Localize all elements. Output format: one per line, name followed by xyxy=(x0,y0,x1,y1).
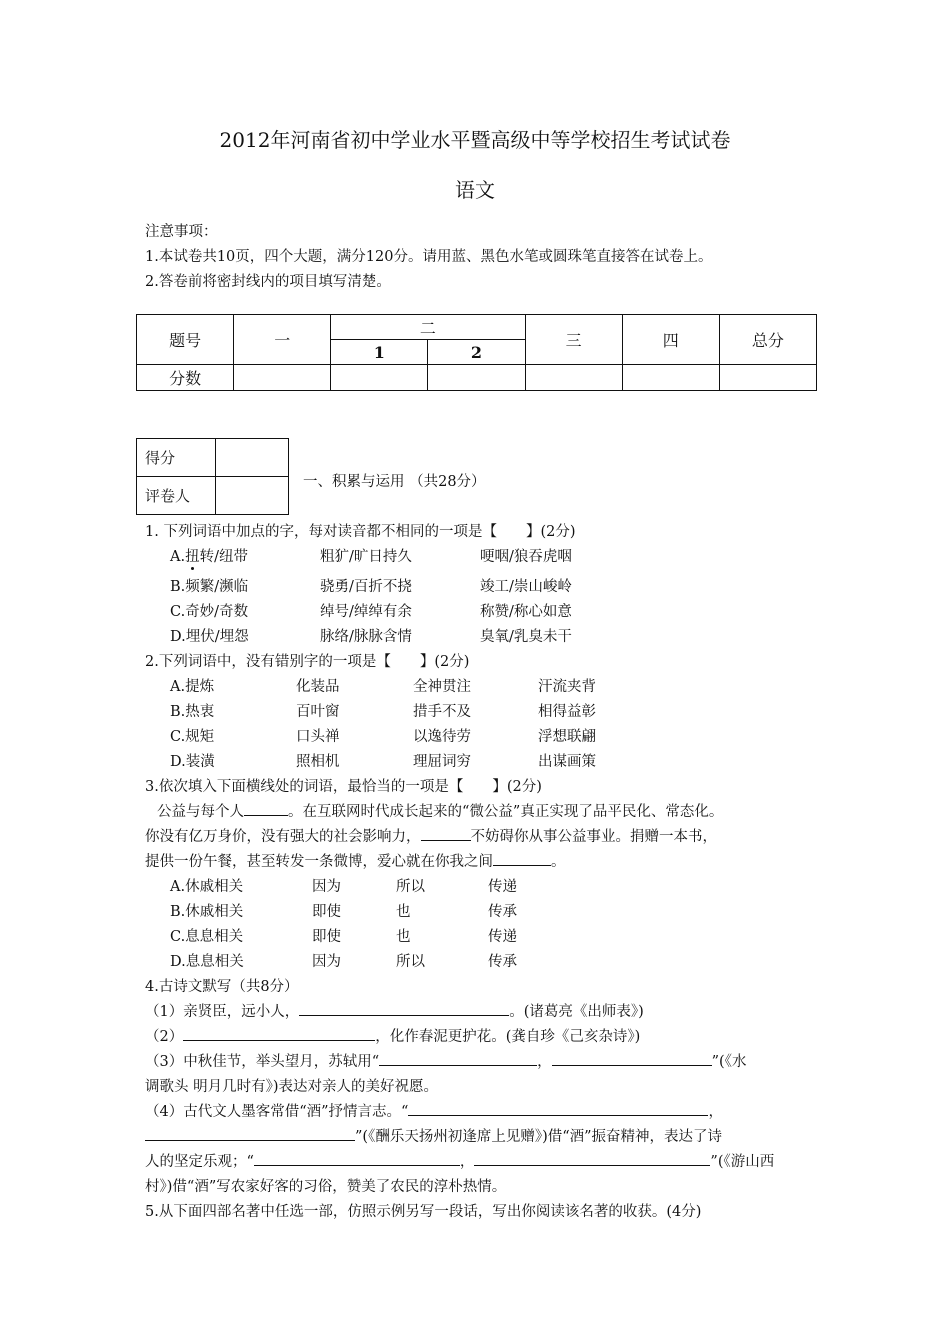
q3-stem: 3.依次填入下面横线处的词语，最恰当的一项是【 】(2分) xyxy=(145,779,542,795)
q1-b-word-3: 竣工/崇山峻岭 xyxy=(480,579,572,595)
q2-option-a-2: 化装品 xyxy=(296,679,340,695)
q2-option-a-1: A.提炼 xyxy=(170,679,215,695)
q3-option-c-1: C.息息相关 xyxy=(170,929,244,945)
answer-blank[interactable] xyxy=(183,1026,375,1041)
q4-line-1: （1）亲贤臣，远小人， 。(诸葛亮《出师表》) xyxy=(145,1000,644,1021)
q4-line-8: 村》)借“酒”写农家好客的习俗，赞美了农民的淳朴热情。 xyxy=(145,1179,507,1195)
q3-option-a-1: A.休戚相关 xyxy=(170,879,244,895)
q2-option-a-4: 汗流夹背 xyxy=(538,679,596,695)
answer-blank[interactable] xyxy=(421,826,471,841)
q3-option-c-3: 也 xyxy=(396,929,411,945)
q1-a-word-2: 粗犷/旷日持久 xyxy=(320,549,412,565)
q2-option-c-4: 浮想联翩 xyxy=(538,729,596,745)
q2-option-c-3: 以逸待劳 xyxy=(413,729,471,745)
score-cell[interactable] xyxy=(331,365,428,391)
answer-blank[interactable] xyxy=(254,1151,460,1166)
q1-option-c: C.奇妙/奇数 xyxy=(170,604,249,620)
q2-option-d-3: 理屈词穷 xyxy=(413,754,471,770)
q2-option-b-3: 措手不及 xyxy=(413,704,471,720)
score-col-total: 总分 xyxy=(719,315,816,365)
q2-option-b-4: 相得益彰 xyxy=(538,704,596,720)
score-cell[interactable] xyxy=(719,365,816,391)
q1-option-a: A.扭转/纽带 xyxy=(170,549,248,565)
q1-option-d: D.埋伏/埋怨 xyxy=(170,629,249,645)
q4-line-3: （3）中秋佳节，举头望月，苏轼用“ ， ”(《水 xyxy=(145,1050,746,1071)
q3-option-b-2: 即使 xyxy=(312,904,341,920)
notice-heading: 注意事项： xyxy=(145,224,218,240)
grader-score-label: 得分 xyxy=(137,439,216,477)
answer-blank[interactable] xyxy=(493,851,551,866)
score-table xyxy=(136,314,817,391)
answer-blank[interactable] xyxy=(299,1001,509,1016)
q3-passage-line-1: 公益与每个人 。在互联网时代成长起来的“微公益”真正实现了品平民化、常态化。 xyxy=(157,800,723,821)
q3-option-c-4: 传递 xyxy=(488,929,517,945)
score-row-label: 分数 xyxy=(137,365,234,391)
q3-option-d-1: D.息息相关 xyxy=(170,954,244,970)
q5-stem: 5.从下面四部名著中任选一部，仿照示例另写一段话，写出你阅读该名著的收获。(4分) xyxy=(145,1204,702,1220)
answer-blank[interactable] xyxy=(244,801,288,816)
q4-line-4: 调歌头 明月几时有》)表达对亲人的美好祝愿。 xyxy=(145,1079,439,1095)
q1-d-word-3: 臭氧/乳臭未干 xyxy=(480,629,572,645)
score-cell[interactable] xyxy=(428,365,525,391)
score-cell[interactable] xyxy=(234,365,331,391)
q3-option-d-3: 所以 xyxy=(396,954,425,970)
q1-option-b: B.频繁/濒临 xyxy=(170,579,249,595)
q4-line-2: （2） ，化作春泥更护花。(龚自珍《己亥杂诗》) xyxy=(145,1025,640,1046)
q2-option-c-1: C.规矩 xyxy=(170,729,215,745)
q3-option-a-4: 传递 xyxy=(488,879,517,895)
score-subcol-1: 1 xyxy=(331,340,428,365)
q1-b-word-2: 骁勇/百折不挠 xyxy=(320,579,412,595)
q3-passage-line-2: 你没有亿万身价，没有强大的社会影响力， 不妨碍你从事公益事业。捐赠一本书， xyxy=(145,825,717,846)
q4-line-5: （4）古代文人墨客常借“酒”抒情言志。“ ， xyxy=(145,1100,723,1121)
q1-a-word-3: 哽咽/狼吞虎咽 xyxy=(480,549,572,565)
q4-line-6: ”(《酬乐天扬州初逢席上见赠》)借“酒”振奋精神，表达了诗 xyxy=(145,1125,722,1146)
section-1-heading: 一、积累与运用 （共28分） xyxy=(303,474,486,490)
notice-item-1: 1.本试卷共10页，四个大题，满分120分。请用蓝、黑色水笔或圆珠笔直接答在试卷上。 xyxy=(145,249,713,265)
q4-stem: 4.古诗文默写（共8分） xyxy=(145,979,299,995)
q2-option-d-4: 出谋画策 xyxy=(538,754,596,770)
q3-passage-line-3: 提供一份午餐，甚至转发一条微博，爱心就在你我之间 。 xyxy=(145,850,566,871)
answer-blank[interactable] xyxy=(379,1051,537,1066)
answer-blank[interactable] xyxy=(474,1151,710,1166)
q1-stem: 1. 下列词语中加点的字，每对读音都不相同的一项是【 】(2分) xyxy=(145,524,576,540)
q2-option-c-2: 口头禅 xyxy=(296,729,340,745)
q2-option-b-2: 百叶窗 xyxy=(296,704,340,720)
q3-option-d-4: 传承 xyxy=(488,954,517,970)
score-subcol-2: 2 xyxy=(428,340,525,365)
q3-option-b-1: B.休戚相关 xyxy=(170,904,244,920)
emphasis-dot-char: 扭 xyxy=(185,549,200,565)
score-cell[interactable] xyxy=(622,365,719,391)
q2-option-b-1: B.热衷 xyxy=(170,704,215,720)
q3-option-b-3: 也 xyxy=(396,904,411,920)
grader-name-label: 评卷人 xyxy=(137,477,216,515)
exam-subject: 语文 xyxy=(455,178,495,202)
q3-option-d-2: 因为 xyxy=(312,954,341,970)
grader-name-cell[interactable] xyxy=(216,477,289,515)
grader-score-cell[interactable] xyxy=(216,439,289,477)
q1-d-word-2: 脉络/脉脉含情 xyxy=(320,629,412,645)
answer-blank[interactable] xyxy=(145,1126,355,1141)
grader-box xyxy=(136,438,289,515)
answer-blank[interactable] xyxy=(552,1051,712,1066)
q4-line-7: 人的坚定乐观；“ ， ”(《游山西 xyxy=(145,1150,774,1171)
score-cell[interactable] xyxy=(525,365,622,391)
q2-option-a-3: 全神贯注 xyxy=(413,679,471,695)
exam-title: 2012年河南省初中学业水平暨高级中等学校招生考试试卷 xyxy=(219,128,731,152)
q3-option-a-3: 所以 xyxy=(396,879,425,895)
q2-option-d-2: 照相机 xyxy=(296,754,340,770)
q2-option-d-1: D.装潢 xyxy=(170,754,215,770)
q3-option-a-2: 因为 xyxy=(312,879,341,895)
q1-c-word-2: 绰号/绰绰有余 xyxy=(320,604,412,620)
answer-blank[interactable] xyxy=(408,1101,708,1116)
q1-c-word-3: 称赞/称心如意 xyxy=(480,604,572,620)
score-col-3: 三 xyxy=(525,315,622,365)
notice-item-2: 2.答卷前将密封线内的项目填写清楚。 xyxy=(145,274,391,290)
q2-stem: 2.下列词语中，没有错别字的一项是【 】(2分) xyxy=(145,654,470,670)
score-col-1: 一 xyxy=(234,315,331,365)
score-col-2: 二 xyxy=(331,315,525,340)
q3-option-b-4: 传承 xyxy=(488,904,517,920)
score-col-4: 四 xyxy=(622,315,719,365)
q3-option-c-2: 即使 xyxy=(312,929,341,945)
score-table-row-label: 题号 xyxy=(137,315,234,365)
